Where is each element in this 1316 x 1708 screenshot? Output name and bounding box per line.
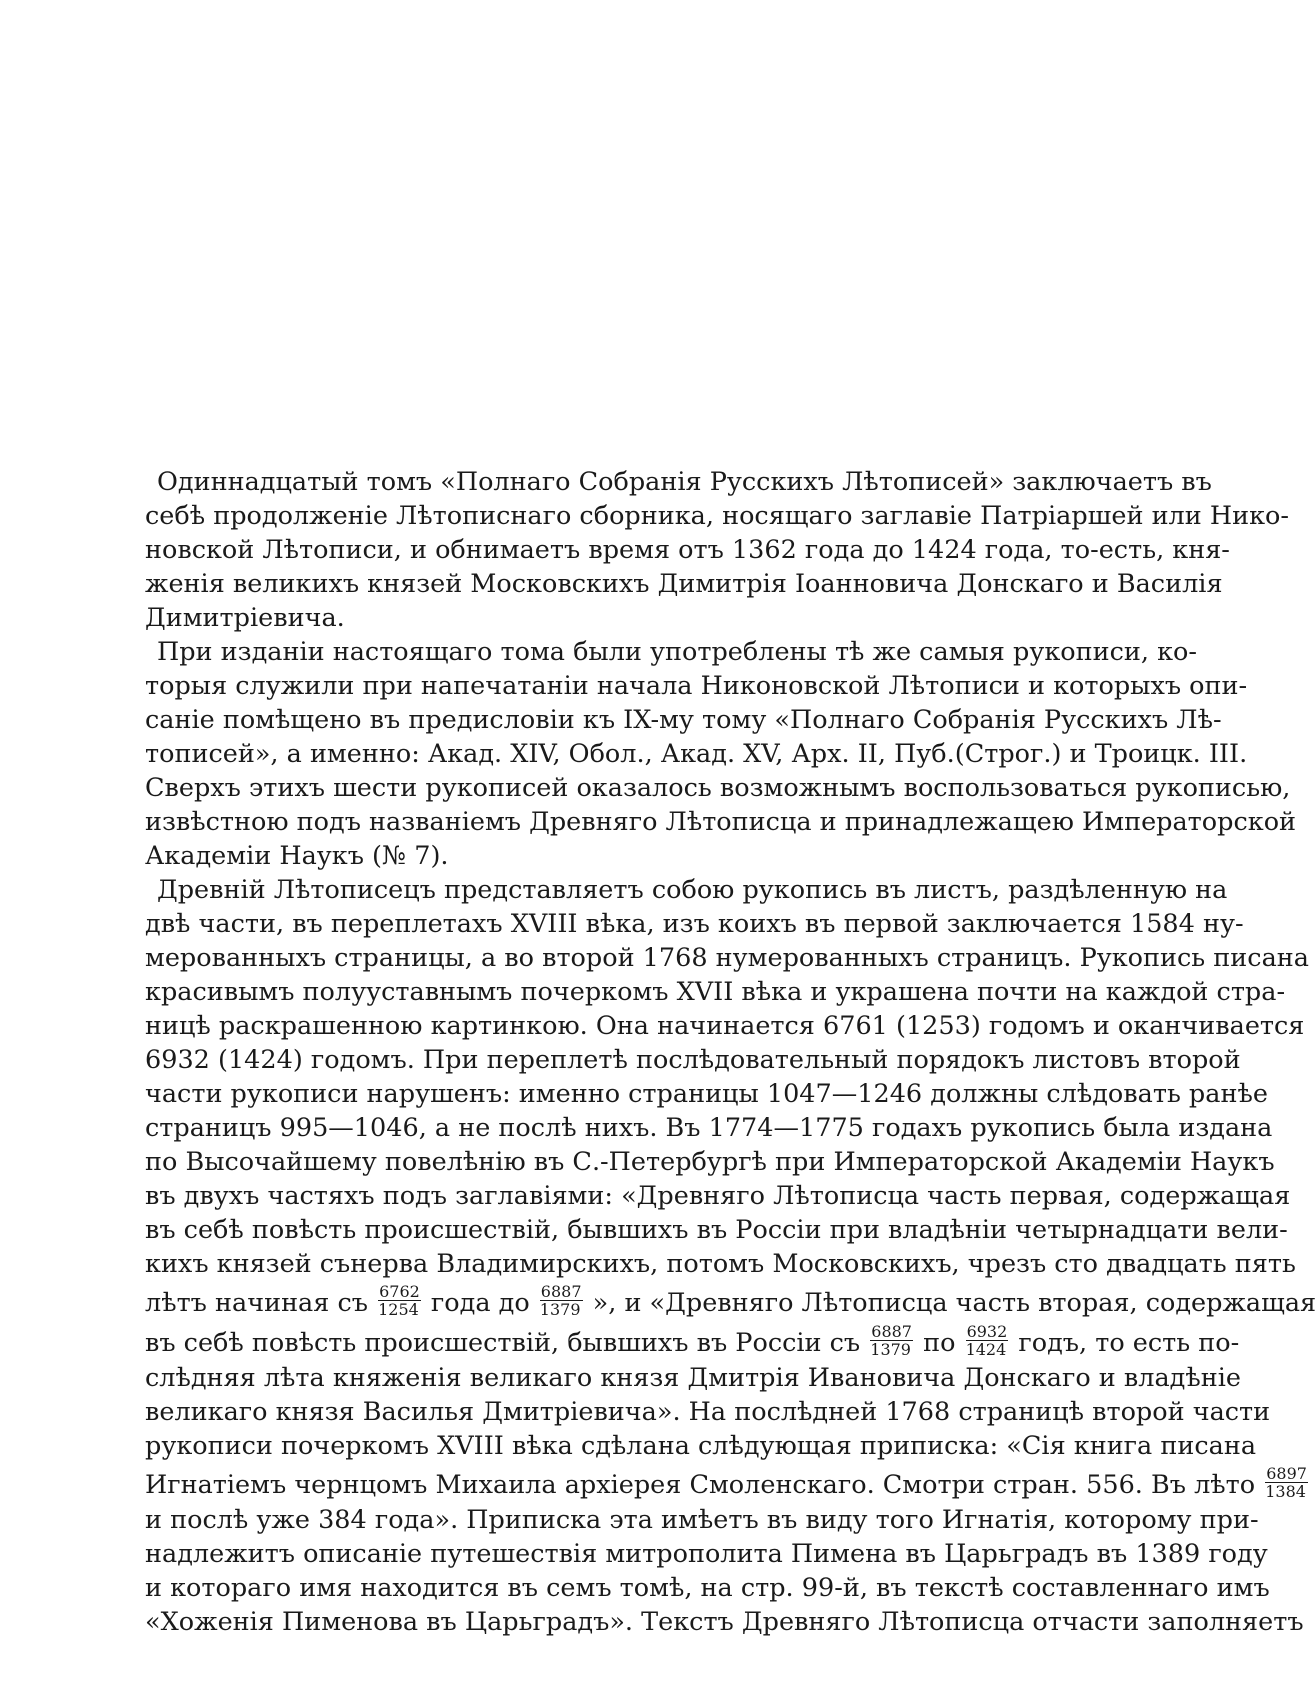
text-line: При изданіи настоящаго тома были употреблены тѣ же самыя рукописи, ко- (157, 637, 1197, 667)
text-line: «Хоженія Пименова въ Царьградъ». Текстъ Древняго Лѣтописца отчасти заполняетъ (145, 1607, 1304, 1637)
year-fraction (966, 1323, 1009, 1358)
text-fragment: », и «Древняго Лѣтописца часть вторая, содержащая (592, 1288, 1316, 1318)
text-line-with-fractions (145, 1281, 1316, 1321)
year-fraction (378, 1283, 421, 1318)
text-line: по Высочайшему повелѣнію въ С.-Петербургѣ при Императорской Академіи Наукъ (145, 1147, 1275, 1177)
text-fragment: года до (430, 1288, 530, 1318)
text-line-with-fractions (145, 1463, 1307, 1503)
text-line: Академіи Наукъ (№ 7). (145, 841, 449, 871)
year-fraction (540, 1283, 583, 1318)
text-fragment: Игнатіемъ чернцомъ Михаила архіерея Смоленскаго. Смотри стран. 556. Въ лѣто (145, 1470, 1256, 1500)
text-line: въ двухъ частяхъ подъ заглавіями: «Древняго Лѣтописца часть первая, содержащая (145, 1181, 1291, 1211)
year-fraction (870, 1323, 913, 1358)
text-line: и котораго имя находится въ семъ томѣ, на стр. 99-й, въ текстѣ составленнаго имъ (145, 1573, 1270, 1603)
text-line: Димитріевича. (145, 603, 345, 633)
text-line: Одиннадцатый томъ «Полнаго Собранія Русскихъ Лѣтописей» заключаетъ въ (157, 467, 1212, 497)
text-line: себѣ продолженіе Лѣтописнаго сборника, носящаго заглавіе Патріаршей или Нико- (145, 501, 1290, 531)
text-line: части рукописи нарушенъ: именно страницы 1047—1246 должны слѣдовать ранѣе (145, 1079, 1268, 1109)
text-line: торыя служили при напечатаніи начала Никоновской Лѣтописи и которыхъ опи- (145, 671, 1248, 701)
text-line: извѣстною подъ названіемъ Древняго Лѣтописца и принадлежащею Императорской (145, 807, 1297, 837)
fraction-numerator: 6762 (379, 1281, 420, 1301)
text-line: новской Лѣтописи, и обнимаетъ время отъ 1362 года до 1424 года, то-есть, кня- (145, 535, 1230, 565)
text-line: слѣдняя лѣта княженія великаго князя Дмитрія Ивановича Донскаго и владѣніе (145, 1363, 1241, 1393)
text-line: въ себѣ повѣсть происшествій, бывшихъ въ Россіи при владѣніи четырнадцати вели- (145, 1215, 1288, 1245)
year-fraction (1265, 1465, 1308, 1500)
fraction-numerator: 6887 (871, 1321, 912, 1341)
fraction-numerator: 6932 (966, 1321, 1008, 1341)
text-line: Сверхъ этихъ шести рукописей оказалось возможнымъ воспользоваться рукописью, (145, 773, 1291, 803)
text-fragment: по (923, 1328, 956, 1358)
fraction-denominator: 1379 (539, 1299, 581, 1319)
text-line-with-fractions (145, 1321, 1240, 1361)
preface-text (145, 465, 1316, 1639)
text-line: мерованныхъ страницы, а во второй 1768 нумерованныхъ страницъ. Рукопись писана (145, 943, 1309, 973)
text-line: надлежитъ описаніе путешествія митрополита Пимена въ Царьградъ въ 1389 году (145, 1539, 1268, 1569)
text-line: женія великихъ князей Московскихъ Димитрія Іоанновича Донскаго и Василія (145, 569, 1223, 599)
text-line: красивымъ полууставнымъ почеркомъ XVII вѣка и украшена почти на каждой стра- (145, 977, 1286, 1007)
fraction-numerator: 6887 (540, 1281, 582, 1301)
text-fragment: годъ, то есть по- (1018, 1328, 1240, 1358)
text-line: кихъ князей сънерва Владимирскихъ, потомъ Московскихъ, чрезъ сто двадцать пять (145, 1249, 1296, 1279)
fraction-denominator: 1384 (1265, 1481, 1306, 1501)
fraction-denominator: 1379 (870, 1339, 911, 1359)
fraction-denominator: 1424 (965, 1339, 1007, 1359)
text-line: саніе помѣщено въ предисловіи къ IX-му тому «Полнаго Собранія Русскихъ Лѣ- (145, 705, 1222, 735)
text-line: тописей», а именно: Акад. XIV, Обол., Акад. XV, Арх. II, Пуб.(Строг.) и Троицк. III. (145, 739, 1248, 769)
fraction-numerator: 6897 (1266, 1463, 1307, 1483)
text-line: ницѣ раскрашенною картинкою. Она начинается 6761 (1253) годомъ и оканчивается (145, 1011, 1305, 1041)
text-line: 6932 (1424) годомъ. При переплетѣ послѣдовательный порядокъ листовъ второй (145, 1045, 1241, 1075)
text-fragment: въ себѣ повѣсть происшествій, бывшихъ въ Россіи съ (145, 1328, 861, 1358)
text-line: великаго князя Василья Дмитріевича». На послѣдней 1768 страницѣ второй части (145, 1397, 1271, 1427)
text-line: рукописи почеркомъ XVIII вѣка сдѣлана слѣдующая приписка: «Сія книга писана (145, 1431, 1257, 1461)
text-line: и послѣ уже 384 года». Приписка эта имѣетъ въ виду того Игнатія, которому при- (145, 1505, 1259, 1535)
fraction-denominator: 1254 (378, 1299, 419, 1319)
text-line: Древній Лѣтописецъ представляетъ собою рукопись въ листъ, раздѣленную на (157, 875, 1228, 905)
text-line: двѣ части, въ переплетахъ XVIII вѣка, изъ коихъ въ первой заключается 1584 ну- (145, 909, 1244, 939)
text-fragment: лѣтъ начиная съ (145, 1288, 368, 1318)
text-line: страницъ 995—1046, а не послѣ нихъ. Въ 1774—1775 годахъ рукопись была издана (145, 1113, 1273, 1143)
